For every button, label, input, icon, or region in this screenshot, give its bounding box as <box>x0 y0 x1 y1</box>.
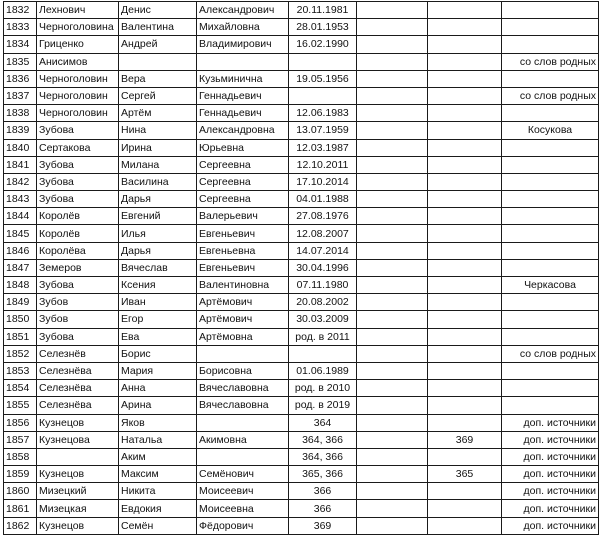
cell-patronymic: Геннадьевич <box>197 105 289 122</box>
cell-extra-1 <box>357 70 428 87</box>
cell-extra-2 <box>428 294 502 311</box>
table-row <box>4 448 599 465</box>
cell-first-name: Анна <box>119 380 197 397</box>
cell-number: 1848 <box>4 277 37 294</box>
cell-birth-date: 20.11.1981 <box>289 2 357 19</box>
cell-last-name: Зубова <box>37 328 119 345</box>
cell-birth-date: 364 <box>289 414 357 431</box>
cell-first-name: Яков <box>119 414 197 431</box>
cell-patronymic: Артёмовна <box>197 328 289 345</box>
table-row <box>4 53 599 70</box>
cell-last-name: Селезнёва <box>37 380 119 397</box>
cell-number: 1856 <box>4 414 37 431</box>
cell-extra-2 <box>428 483 502 500</box>
cell-patronymic: Артёмович <box>197 311 289 328</box>
cell-note: со слов родных <box>502 87 599 104</box>
cell-number: 1851 <box>4 328 37 345</box>
cell-extra-1 <box>357 466 428 483</box>
cell-last-name: Земеров <box>37 259 119 276</box>
cell-patronymic: Фёдорович <box>197 517 289 534</box>
cell-extra-1 <box>357 328 428 345</box>
table-row <box>4 36 599 53</box>
cell-patronymic: Евгеньевна <box>197 242 289 259</box>
cell-birth-date: 12.03.1987 <box>289 139 357 156</box>
cell-note <box>502 19 599 36</box>
cell-extra-1 <box>357 500 428 517</box>
cell-note: доп. источники <box>502 483 599 500</box>
cell-number: 1841 <box>4 156 37 173</box>
cell-first-name: Сергей <box>119 87 197 104</box>
cell-first-name: Максим <box>119 466 197 483</box>
table-row <box>4 259 599 276</box>
cell-patronymic: Евгеньевич <box>197 225 289 242</box>
cell-extra-1 <box>357 414 428 431</box>
table-row <box>4 70 599 87</box>
cell-last-name: Кузнецов <box>37 517 119 534</box>
cell-birth-date: 16.02.1990 <box>289 36 357 53</box>
cell-first-name: Никита <box>119 483 197 500</box>
cell-extra-1 <box>357 397 428 414</box>
cell-extra-2 <box>428 139 502 156</box>
table-row <box>4 397 599 414</box>
cell-extra-2 <box>428 53 502 70</box>
cell-note <box>502 294 599 311</box>
cell-extra-2 <box>428 311 502 328</box>
table-row <box>4 328 599 345</box>
cell-note: доп. источники <box>502 466 599 483</box>
cell-first-name: Семён <box>119 517 197 534</box>
cell-last-name: Селезнёва <box>37 362 119 379</box>
cell-number: 1855 <box>4 397 37 414</box>
cell-note <box>502 208 599 225</box>
cell-birth-date: 13.07.1959 <box>289 122 357 139</box>
cell-patronymic: Моисеевна <box>197 500 289 517</box>
cell-birth-date: 04.01.1988 <box>289 191 357 208</box>
cell-birth-date: род. в 2010 <box>289 380 357 397</box>
cell-patronymic: Кузьминична <box>197 70 289 87</box>
cell-last-name: Селезнёв <box>37 345 119 362</box>
table-row <box>4 19 599 36</box>
table-row <box>4 2 599 19</box>
cell-patronymic <box>197 448 289 465</box>
cell-note: доп. источники <box>502 431 599 448</box>
cell-patronymic: Валерьевич <box>197 208 289 225</box>
cell-birth-date: 19.05.1956 <box>289 70 357 87</box>
cell-extra-2 <box>428 380 502 397</box>
cell-last-name: Селезнёва <box>37 397 119 414</box>
cell-patronymic: Михайловна <box>197 19 289 36</box>
cell-birth-date: род. в 2011 <box>289 328 357 345</box>
cell-note <box>502 397 599 414</box>
table-row <box>4 311 599 328</box>
cell-extra-1 <box>357 173 428 190</box>
cell-patronymic: Вячеславовна <box>197 397 289 414</box>
cell-number: 1845 <box>4 225 37 242</box>
cell-first-name: Дарья <box>119 191 197 208</box>
cell-last-name: Черноголовин <box>37 70 119 87</box>
cell-last-name: Мизецкий <box>37 483 119 500</box>
cell-birth-date: 17.10.2014 <box>289 173 357 190</box>
cell-first-name: Мария <box>119 362 197 379</box>
cell-extra-2 <box>428 259 502 276</box>
cell-extra-2 <box>428 208 502 225</box>
cell-patronymic: Александрович <box>197 2 289 19</box>
cell-birth-date: 20.08.2002 <box>289 294 357 311</box>
cell-extra-2 <box>428 328 502 345</box>
cell-patronymic: Юрьевна <box>197 139 289 156</box>
cell-birth-date: 364, 366 <box>289 431 357 448</box>
cell-patronymic: Борисовна <box>197 362 289 379</box>
cell-note <box>502 70 599 87</box>
cell-number: 1834 <box>4 36 37 53</box>
cell-last-name: Кузнецов <box>37 466 119 483</box>
burial-register-table <box>3 1 599 535</box>
cell-extra-1 <box>357 53 428 70</box>
cell-birth-date: 12.06.1983 <box>289 105 357 122</box>
cell-note <box>502 362 599 379</box>
cell-birth-date <box>289 345 357 362</box>
table-row <box>4 156 599 173</box>
cell-last-name <box>37 448 119 465</box>
cell-note: доп. источники <box>502 448 599 465</box>
cell-note: доп. источники <box>502 517 599 534</box>
cell-extra-2 <box>428 19 502 36</box>
cell-note: Косукова <box>502 122 599 139</box>
table-row <box>4 483 599 500</box>
cell-note <box>502 328 599 345</box>
cell-extra-1 <box>357 191 428 208</box>
cell-first-name: Денис <box>119 2 197 19</box>
cell-number: 1853 <box>4 362 37 379</box>
cell-first-name: Дарья <box>119 242 197 259</box>
cell-last-name: Зубова <box>37 191 119 208</box>
cell-birth-date: род. в 2019 <box>289 397 357 414</box>
cell-last-name: Анисимов <box>37 53 119 70</box>
cell-extra-2 <box>428 397 502 414</box>
cell-first-name: Натальа <box>119 431 197 448</box>
cell-patronymic <box>197 414 289 431</box>
cell-extra-1 <box>357 380 428 397</box>
cell-extra-2 <box>428 156 502 173</box>
cell-number: 1836 <box>4 70 37 87</box>
cell-first-name: Нина <box>119 122 197 139</box>
cell-extra-2 <box>428 87 502 104</box>
table-row <box>4 414 599 431</box>
table-row <box>4 139 599 156</box>
cell-first-name: Вячеслав <box>119 259 197 276</box>
cell-number: 1840 <box>4 139 37 156</box>
cell-extra-2 <box>428 242 502 259</box>
cell-number: 1860 <box>4 483 37 500</box>
cell-last-name: Зубова <box>37 173 119 190</box>
cell-first-name: Ксения <box>119 277 197 294</box>
table-row <box>4 173 599 190</box>
cell-extra-1 <box>357 242 428 259</box>
cell-last-name: Мизецкая <box>37 500 119 517</box>
cell-extra-2 <box>428 277 502 294</box>
cell-number: 1857 <box>4 431 37 448</box>
cell-last-name: Зубова <box>37 156 119 173</box>
cell-note: со слов родных <box>502 345 599 362</box>
cell-birth-date: 364, 366 <box>289 448 357 465</box>
cell-birth-date: 30.03.2009 <box>289 311 357 328</box>
cell-number: 1833 <box>4 19 37 36</box>
cell-extra-2 <box>428 36 502 53</box>
cell-patronymic: Моисеевич <box>197 483 289 500</box>
table-row <box>4 242 599 259</box>
cell-last-name: Королёв <box>37 208 119 225</box>
cell-extra-2 <box>428 173 502 190</box>
cell-birth-date: 14.07.2014 <box>289 242 357 259</box>
cell-patronymic: Акимовна <box>197 431 289 448</box>
cell-extra-1 <box>357 431 428 448</box>
cell-note <box>502 2 599 19</box>
cell-note <box>502 139 599 156</box>
cell-note: Черкасова <box>502 277 599 294</box>
cell-patronymic: Сергеевна <box>197 173 289 190</box>
cell-extra-2 <box>428 345 502 362</box>
cell-birth-date <box>289 87 357 104</box>
cell-number: 1862 <box>4 517 37 534</box>
cell-last-name: Королёв <box>37 225 119 242</box>
cell-extra-1 <box>357 87 428 104</box>
cell-last-name: Зубова <box>37 277 119 294</box>
cell-first-name: Ева <box>119 328 197 345</box>
cell-last-name: Гриценко <box>37 36 119 53</box>
cell-birth-date <box>289 53 357 70</box>
cell-extra-1 <box>357 122 428 139</box>
cell-birth-date: 30.04.1996 <box>289 259 357 276</box>
cell-first-name: Илья <box>119 225 197 242</box>
cell-extra-1 <box>357 277 428 294</box>
cell-number: 1858 <box>4 448 37 465</box>
register-sheet <box>3 1 599 535</box>
cell-last-name: Кузнецова <box>37 431 119 448</box>
cell-first-name: Вера <box>119 70 197 87</box>
table-row <box>4 208 599 225</box>
cell-note <box>502 36 599 53</box>
cell-number: 1859 <box>4 466 37 483</box>
cell-first-name: Арина <box>119 397 197 414</box>
cell-patronymic: Семёнович <box>197 466 289 483</box>
table-row <box>4 431 599 448</box>
cell-first-name <box>119 53 197 70</box>
cell-extra-1 <box>357 517 428 534</box>
cell-note <box>502 311 599 328</box>
cell-last-name: Зубова <box>37 122 119 139</box>
cell-extra-2 <box>428 414 502 431</box>
cell-first-name: Андрей <box>119 36 197 53</box>
cell-extra-1 <box>357 156 428 173</box>
cell-extra-1 <box>357 311 428 328</box>
cell-note <box>502 259 599 276</box>
cell-number: 1832 <box>4 2 37 19</box>
table-row <box>4 466 599 483</box>
cell-extra-1 <box>357 448 428 465</box>
cell-extra-1 <box>357 105 428 122</box>
cell-extra-1 <box>357 259 428 276</box>
cell-number: 1847 <box>4 259 37 276</box>
cell-extra-2 <box>428 517 502 534</box>
cell-patronymic: Сергеевна <box>197 191 289 208</box>
cell-patronymic: Артёмович <box>197 294 289 311</box>
cell-last-name: Зубов <box>37 294 119 311</box>
cell-patronymic: Владимирович <box>197 36 289 53</box>
cell-extra-1 <box>357 139 428 156</box>
cell-extra-2 <box>428 105 502 122</box>
cell-first-name: Евдокия <box>119 500 197 517</box>
cell-note <box>502 173 599 190</box>
cell-extra-1 <box>357 294 428 311</box>
cell-last-name: Черноголовин <box>37 105 119 122</box>
table-row <box>4 517 599 534</box>
cell-birth-date: 28.01.1953 <box>289 19 357 36</box>
cell-note <box>502 105 599 122</box>
cell-number: 1843 <box>4 191 37 208</box>
cell-birth-date: 12.10.2011 <box>289 156 357 173</box>
cell-extra-2 <box>428 70 502 87</box>
cell-last-name: Черноголовин <box>37 87 119 104</box>
cell-extra-2 <box>428 448 502 465</box>
cell-first-name: Евгений <box>119 208 197 225</box>
cell-extra-1 <box>357 208 428 225</box>
cell-note: доп. источники <box>502 500 599 517</box>
table-row <box>4 105 599 122</box>
cell-last-name: Сертакова <box>37 139 119 156</box>
cell-first-name: Егор <box>119 311 197 328</box>
cell-note: со слов родных <box>502 53 599 70</box>
cell-birth-date: 12.08.2007 <box>289 225 357 242</box>
cell-patronymic: Александровна <box>197 122 289 139</box>
cell-first-name: Артём <box>119 105 197 122</box>
cell-first-name: Василина <box>119 173 197 190</box>
cell-extra-1 <box>357 225 428 242</box>
cell-note <box>502 191 599 208</box>
cell-extra-1 <box>357 2 428 19</box>
cell-extra-2 <box>428 191 502 208</box>
table-row <box>4 277 599 294</box>
cell-extra-2: 365 <box>428 466 502 483</box>
cell-extra-1 <box>357 483 428 500</box>
cell-number: 1835 <box>4 53 37 70</box>
cell-first-name: Аким <box>119 448 197 465</box>
cell-extra-2 <box>428 122 502 139</box>
cell-birth-date: 366 <box>289 483 357 500</box>
cell-note <box>502 156 599 173</box>
cell-note: доп. источники <box>502 414 599 431</box>
cell-note <box>502 380 599 397</box>
cell-birth-date: 07.11.1980 <box>289 277 357 294</box>
cell-note <box>502 242 599 259</box>
cell-extra-2 <box>428 500 502 517</box>
cell-number: 1837 <box>4 87 37 104</box>
cell-note <box>502 225 599 242</box>
cell-number: 1846 <box>4 242 37 259</box>
table-row <box>4 380 599 397</box>
table-row <box>4 500 599 517</box>
cell-patronymic: Геннадьевич <box>197 87 289 104</box>
cell-last-name: Королёва <box>37 242 119 259</box>
cell-number: 1849 <box>4 294 37 311</box>
cell-number: 1844 <box>4 208 37 225</box>
cell-number: 1838 <box>4 105 37 122</box>
cell-last-name: Черноголовина <box>37 19 119 36</box>
cell-first-name: Ирина <box>119 139 197 156</box>
cell-birth-date: 27.08.1976 <box>289 208 357 225</box>
cell-number: 1854 <box>4 380 37 397</box>
cell-birth-date: 365, 366 <box>289 466 357 483</box>
cell-number: 1842 <box>4 173 37 190</box>
table-row <box>4 191 599 208</box>
cell-extra-1 <box>357 19 428 36</box>
cell-birth-date: 369 <box>289 517 357 534</box>
cell-extra-1 <box>357 36 428 53</box>
cell-number: 1852 <box>4 345 37 362</box>
table-row <box>4 294 599 311</box>
cell-first-name: Валентина <box>119 19 197 36</box>
table-row <box>4 87 599 104</box>
cell-birth-date: 01.06.1989 <box>289 362 357 379</box>
table-row <box>4 122 599 139</box>
cell-birth-date: 366 <box>289 500 357 517</box>
cell-number: 1850 <box>4 311 37 328</box>
cell-number: 1839 <box>4 122 37 139</box>
table-row <box>4 225 599 242</box>
cell-extra-1 <box>357 345 428 362</box>
cell-patronymic: Евгеньевич <box>197 259 289 276</box>
cell-first-name: Милана <box>119 156 197 173</box>
cell-first-name: Иван <box>119 294 197 311</box>
cell-patronymic: Сергеевна <box>197 156 289 173</box>
cell-extra-2: 369 <box>428 431 502 448</box>
cell-patronymic: Валентиновна <box>197 277 289 294</box>
cell-extra-1 <box>357 362 428 379</box>
cell-last-name: Лехнович <box>37 2 119 19</box>
cell-extra-2 <box>428 2 502 19</box>
cell-extra-2 <box>428 362 502 379</box>
cell-extra-2 <box>428 225 502 242</box>
table-row <box>4 362 599 379</box>
cell-last-name: Кузнецов <box>37 414 119 431</box>
cell-patronymic <box>197 53 289 70</box>
table-row <box>4 345 599 362</box>
table-body <box>4 2 599 535</box>
cell-patronymic <box>197 345 289 362</box>
cell-first-name: Борис <box>119 345 197 362</box>
cell-number: 1861 <box>4 500 37 517</box>
cell-last-name: Зубов <box>37 311 119 328</box>
cell-patronymic: Вячеславовна <box>197 380 289 397</box>
